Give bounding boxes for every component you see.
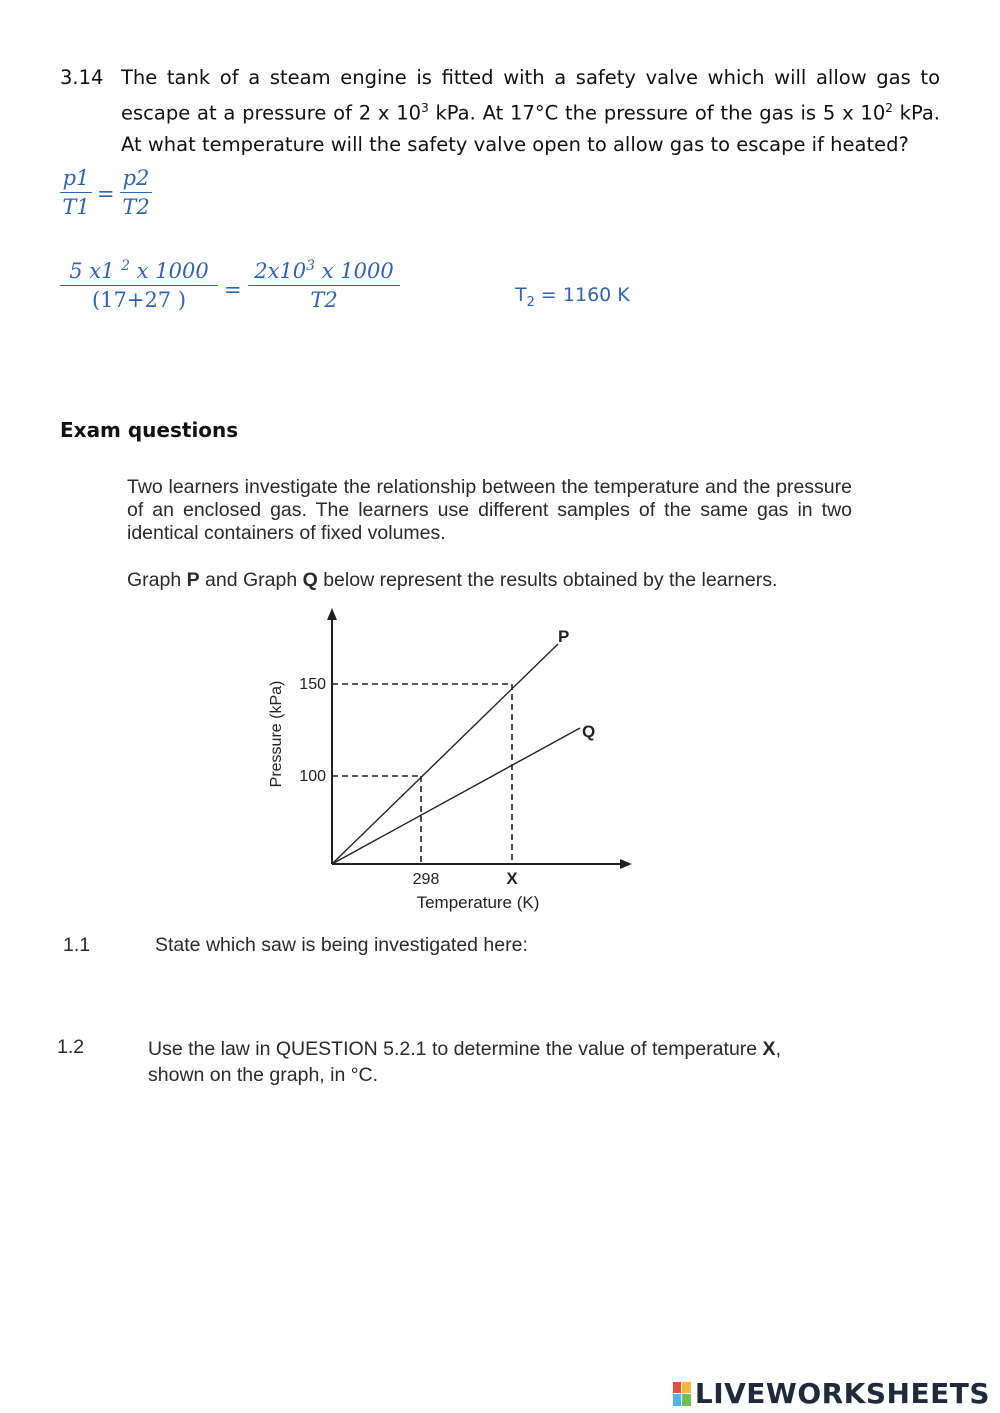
pressure-temperature-graph (250, 600, 650, 920)
gas-law-formula (60, 166, 170, 232)
right-denominator: T2 (310, 288, 338, 312)
logo-block-1 (673, 1382, 682, 1394)
right-numerator: $2x10^3$ x 1000 (254, 258, 394, 283)
question-number: 3.14 (60, 66, 104, 89)
question-1-1-text: State which saw is being investigated here: (155, 934, 528, 956)
x-tick-298: 298 (412, 871, 440, 888)
brand-name: LIVEWORKSHEETS (694, 1377, 990, 1410)
logo-block-4 (682, 1394, 691, 1406)
liveworksheets-brand (673, 1377, 990, 1410)
liveworksheets-logo-icon (673, 1382, 691, 1406)
graph-caption: Graph P and Graph Q below represent the results obtained by the learners. (127, 569, 778, 591)
x-axis-arrow (620, 859, 632, 869)
y-axis-arrow (327, 608, 337, 620)
series-p-label: P (558, 627, 570, 646)
substitution-equation (60, 258, 410, 328)
y-tick-100: 100 (299, 768, 326, 785)
exam-questions-heading: Exam questions (60, 418, 239, 442)
formula-p2: p2 (122, 166, 150, 190)
question-1-2-text: Use the law in QUESTION 5.2.1 to determine the value of temperature X, shown on the graph, in °C. (148, 1038, 781, 1086)
left-denominator: (17+27 ) (91, 288, 187, 312)
formula-t1: T1 (62, 195, 90, 219)
formula-t2: T2 (122, 195, 150, 219)
answer-t2: $T_2 = 1160$ K (515, 284, 630, 310)
question-3-14 (60, 62, 940, 160)
question-1-1-number: 1.1 (63, 934, 91, 956)
series-q-label: Q (582, 722, 596, 741)
question-1-2-number: 1.2 (57, 1036, 85, 1058)
x-tick-x: X (506, 869, 518, 888)
logo-block-2 (682, 1382, 691, 1394)
series-q-line (332, 728, 580, 864)
left-numerator: 5 x1 $^2$ x 1000 (69, 258, 209, 283)
substitution-equals: = (224, 278, 242, 302)
exam-intro: Two learners investigate the relationship between the temperature and the pressure of an enclosed gas. The learners use different samples of the same gas in two identical containers of fixed volumes. (127, 476, 852, 544)
formula-equals: = (97, 182, 115, 206)
formula-p1: p1 (62, 166, 90, 190)
y-tick-150: 150 (299, 676, 326, 693)
logo-block-3 (673, 1394, 682, 1406)
y-axis-label: Pressure (kPa) (268, 680, 285, 788)
x-axis-label: Temperature (K) (416, 893, 540, 912)
question-text: The tank of a steam engine is fitted with a safety valve which will allow gas to escape at a pressure of 2 x $10^3$ kPa. At 17°C the pressure of the gas is 5 x $10^2$ kPa. At what temperature will the safety valve open to allow gas to escape if heated? (121, 66, 940, 156)
series-p-line (332, 644, 558, 864)
